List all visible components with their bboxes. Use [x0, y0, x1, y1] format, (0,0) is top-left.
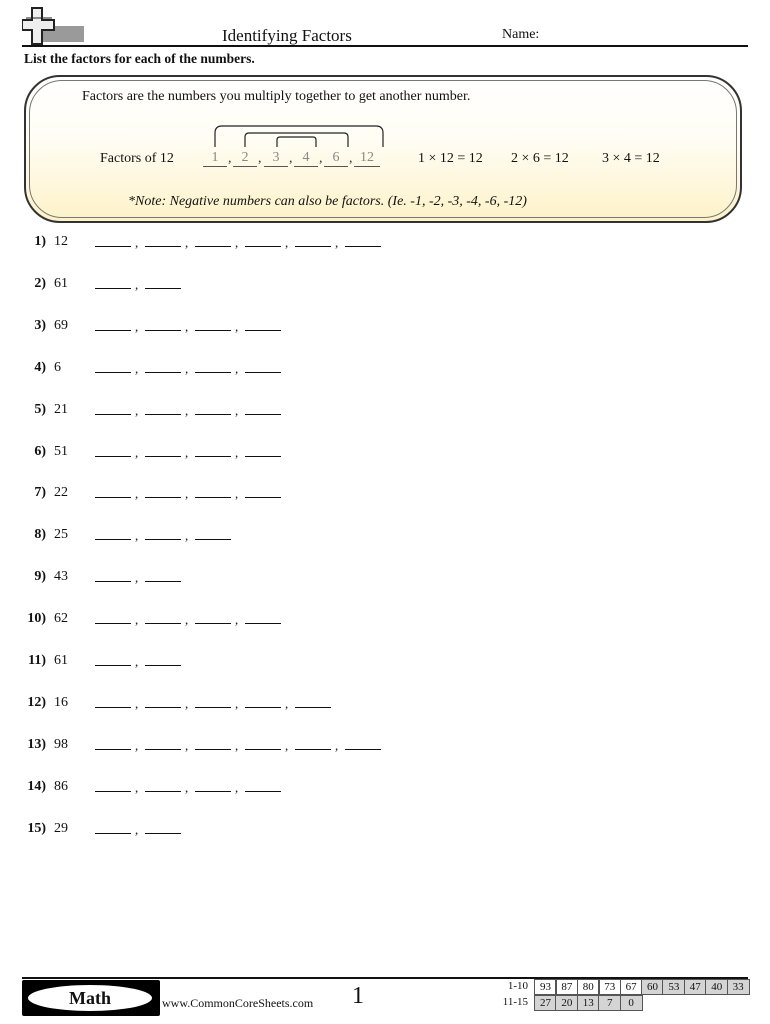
score-key-range: 11-15	[502, 996, 528, 1008]
answer-blank[interactable]	[95, 749, 131, 750]
answer-comma: ,	[185, 360, 189, 376]
score-key-cell: 80	[577, 979, 600, 995]
answer-comma: ,	[135, 528, 139, 544]
answer-blank[interactable]	[145, 539, 181, 540]
answer-blank[interactable]	[145, 497, 181, 498]
answer-blank[interactable]	[95, 414, 131, 415]
score-key-cell: 87	[555, 979, 578, 995]
example-factor: 2	[233, 149, 257, 167]
answer-comma: ,	[235, 486, 239, 502]
instructions: List the factors for each of the numbers.	[24, 51, 255, 66]
factor-comma: ,	[289, 151, 293, 166]
problem-value: 6	[54, 359, 61, 375]
answer-comma: ,	[185, 612, 189, 628]
score-key-cell: 27	[534, 995, 557, 1011]
problem-value: 21	[54, 401, 68, 417]
brand-label: Math	[28, 985, 152, 1011]
answer-blank[interactable]	[95, 833, 131, 834]
answer-blank[interactable]	[345, 246, 381, 247]
answer-comma: ,	[285, 235, 289, 250]
answer-comma: ,	[135, 486, 139, 502]
answer-comma: ,	[135, 612, 139, 628]
answer-blank[interactable]	[245, 372, 281, 373]
answer-blank[interactable]	[245, 791, 281, 792]
negative-factors-note: *Note: Negative numbers can also be factors. (Ie. -1, -2, -3, -4, -6, -12)	[128, 194, 527, 209]
answer-blank[interactable]	[95, 665, 131, 666]
answer-blank[interactable]	[145, 581, 181, 582]
example-factor: 6	[324, 149, 348, 167]
answer-comma: ,	[185, 779, 189, 795]
answer-blank[interactable]	[245, 246, 281, 247]
answer-comma: ,	[235, 612, 239, 628]
answer-blank[interactable]	[195, 623, 231, 624]
answer-comma: ,	[135, 360, 139, 376]
answer-comma: ,	[235, 737, 239, 753]
answer-blank[interactable]	[195, 456, 231, 457]
answer-comma: ,	[235, 318, 239, 334]
answer-comma: ,	[135, 779, 139, 795]
answer-blank[interactable]	[145, 623, 181, 624]
answer-blank[interactable]	[245, 414, 281, 415]
answer-comma: ,	[235, 779, 239, 795]
answer-comma: ,	[185, 444, 189, 460]
answer-blank[interactable]	[145, 749, 181, 750]
score-key-cell: 67	[620, 979, 643, 995]
problem-number: 14)	[27, 778, 46, 794]
answer-blank[interactable]	[245, 330, 281, 331]
problem-number: 5)	[34, 401, 46, 417]
equation: 2 × 6 = 12	[511, 151, 569, 166]
info-box	[24, 75, 742, 223]
problem-number: 13)	[27, 736, 46, 752]
answer-blank[interactable]	[95, 246, 131, 247]
problem-value: 43	[54, 569, 68, 585]
answer-blank[interactable]	[95, 623, 131, 624]
answer-comma: ,	[185, 318, 189, 334]
example-factor: 3	[264, 149, 288, 167]
score-key-cell: 53	[662, 979, 685, 995]
answer-blank[interactable]	[95, 581, 131, 582]
plus-logo-icon	[22, 6, 86, 48]
example-factor: 1	[203, 149, 227, 167]
answer-comma: ,	[235, 444, 239, 460]
factor-definition: Factors are the numbers you multiply together to get another number.	[82, 89, 471, 104]
answer-comma: ,	[135, 570, 139, 586]
answer-blank[interactable]	[145, 330, 181, 331]
worksheet-title: Identifying Factors	[222, 26, 352, 45]
problem-value: 22	[54, 485, 68, 501]
problem-number: 2)	[34, 275, 46, 291]
answer-blank[interactable]	[95, 330, 131, 331]
problem-value: 69	[54, 317, 68, 333]
page-number: 1	[352, 983, 364, 1009]
score-key-cell: 40	[705, 979, 728, 995]
factor-comma: ,	[319, 151, 323, 166]
answer-blank[interactable]	[145, 246, 181, 247]
score-key-cell: 13	[577, 995, 600, 1011]
answer-comma: ,	[135, 235, 139, 250]
answer-blank[interactable]	[95, 497, 131, 498]
answer-blank[interactable]	[95, 288, 131, 289]
answer-blank[interactable]	[295, 707, 331, 708]
answer-blank[interactable]	[195, 497, 231, 498]
problem-value: 29	[54, 820, 68, 836]
answer-blank[interactable]	[145, 707, 181, 708]
problem-value: 61	[54, 653, 68, 668]
problem-value: 86	[54, 778, 68, 794]
problem-number: 11)	[28, 653, 46, 668]
answer-blank[interactable]	[245, 707, 281, 708]
answer-comma: ,	[235, 695, 239, 711]
problem-number: 15)	[27, 820, 46, 836]
answer-blank[interactable]	[295, 749, 331, 750]
answer-blank[interactable]	[95, 539, 131, 540]
problem-value: 16	[54, 694, 68, 710]
score-key-range: 1-10	[507, 980, 528, 992]
answer-blank[interactable]	[195, 707, 231, 708]
score-key-cell: 93	[534, 979, 557, 995]
problem-value: 62	[54, 611, 68, 627]
answer-comma: ,	[185, 737, 189, 753]
equation: 1 × 12 = 12	[418, 151, 483, 166]
problem-value: 12	[54, 234, 68, 249]
answer-comma: ,	[285, 737, 289, 753]
answer-blank[interactable]	[145, 833, 181, 834]
answer-comma: ,	[135, 318, 139, 334]
answer-comma: ,	[235, 402, 239, 418]
answer-blank[interactable]	[145, 414, 181, 415]
answer-blank[interactable]	[145, 665, 181, 666]
answer-blank[interactable]	[245, 623, 281, 624]
problem-number: 8)	[34, 527, 46, 543]
header-rule	[22, 45, 748, 47]
problem-value: 51	[54, 443, 68, 459]
answer-comma: ,	[135, 821, 139, 837]
answer-blank[interactable]	[145, 288, 181, 289]
answer-blank[interactable]	[195, 414, 231, 415]
score-key-cell: 20	[555, 995, 578, 1011]
answer-blank[interactable]	[345, 749, 381, 750]
answer-blank[interactable]	[95, 372, 131, 373]
problem-value: 61	[54, 275, 68, 291]
answer-blank[interactable]	[245, 456, 281, 457]
answer-comma: ,	[185, 402, 189, 418]
answer-blank[interactable]	[145, 372, 181, 373]
answer-blank[interactable]	[145, 456, 181, 457]
answer-comma: ,	[135, 402, 139, 418]
answer-comma: ,	[135, 695, 139, 711]
answer-comma: ,	[235, 235, 239, 250]
example-factor: 4	[294, 149, 318, 167]
factor-comma: ,	[228, 151, 232, 166]
problem-number: 3)	[34, 317, 46, 333]
answer-blank[interactable]	[295, 246, 331, 247]
answer-comma: ,	[185, 528, 189, 544]
factor-comma: ,	[258, 151, 262, 166]
score-key-cell: 60	[641, 979, 664, 995]
problem-number: 7)	[34, 485, 46, 501]
answer-blank[interactable]	[195, 372, 231, 373]
answer-comma: ,	[135, 276, 139, 292]
name-label: Name:	[502, 27, 540, 42]
problem-number: 4)	[34, 359, 46, 375]
example-label: Factors of 12	[100, 151, 174, 166]
factor-comma: ,	[349, 151, 353, 166]
answer-comma: ,	[285, 695, 289, 711]
score-key-cell: 47	[684, 979, 707, 995]
answer-comma: ,	[235, 360, 239, 376]
answer-blank[interactable]	[95, 456, 131, 457]
equation: 3 × 4 = 12	[602, 151, 660, 166]
score-key-cell: 73	[598, 979, 621, 995]
problem-number: 9)	[34, 569, 46, 585]
answer-comma: ,	[185, 486, 189, 502]
website-link[interactable]: www.CommonCoreSheets.com	[162, 996, 314, 1010]
score-key-cell: 0	[620, 995, 643, 1011]
answer-comma: ,	[335, 737, 339, 753]
problem-number: 10)	[27, 611, 46, 627]
problem-value: 98	[54, 736, 68, 752]
answer-blank[interactable]	[195, 539, 231, 540]
answer-blank[interactable]	[195, 246, 231, 247]
answer-comma: ,	[335, 235, 339, 250]
answer-comma: ,	[185, 235, 189, 250]
answer-comma: ,	[185, 695, 189, 711]
answer-blank[interactable]	[195, 330, 231, 331]
problem-number: 6)	[34, 443, 46, 459]
answer-blank[interactable]	[95, 791, 131, 792]
answer-blank[interactable]	[245, 497, 281, 498]
problem-number: 12)	[27, 694, 46, 710]
answer-blank[interactable]	[245, 749, 281, 750]
answer-blank[interactable]	[145, 791, 181, 792]
answer-comma: ,	[135, 737, 139, 753]
problem-value: 25	[54, 527, 68, 543]
score-key-cell: 7	[598, 995, 621, 1011]
score-key-cell: 33	[727, 979, 750, 995]
answer-blank[interactable]	[95, 707, 131, 708]
answer-comma: ,	[135, 444, 139, 460]
answer-blank[interactable]	[195, 749, 231, 750]
example-factor: 12	[354, 149, 380, 167]
problem-number: 1)	[34, 234, 46, 249]
math-brand-banner	[22, 980, 160, 1016]
answer-comma: ,	[135, 654, 139, 669]
answer-blank[interactable]	[195, 791, 231, 792]
